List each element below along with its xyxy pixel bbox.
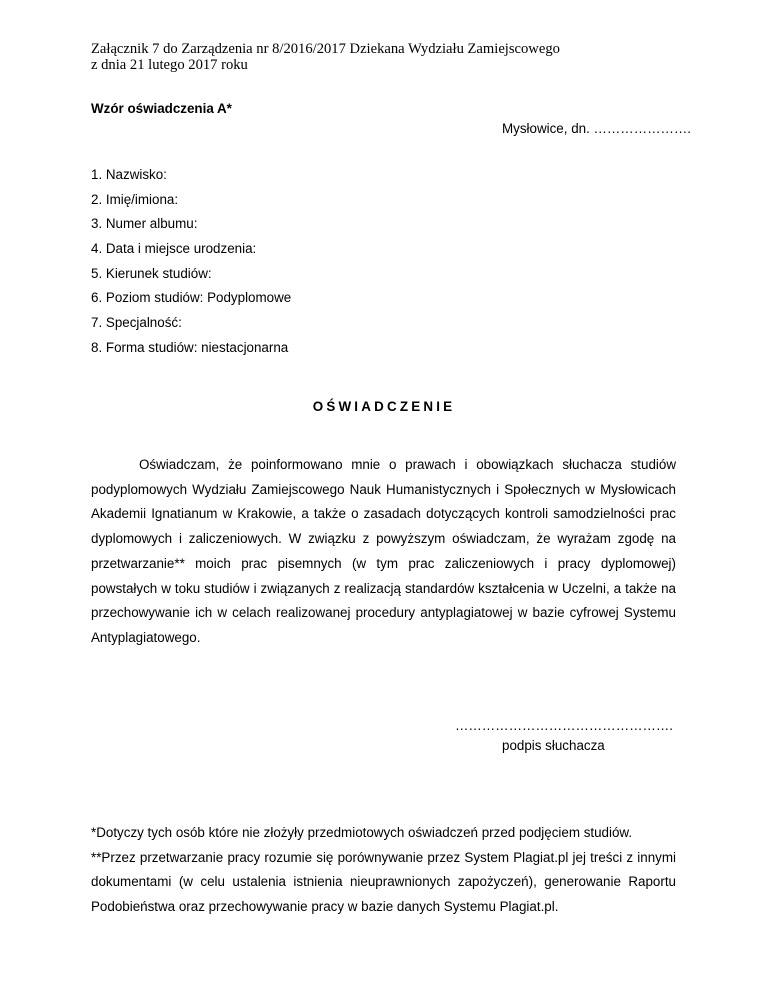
declaration-body: Oświadczam, że poinformowano mnie o prawach i obowiązkach słuchacza studiów podyplomowych Wydziału Zamiejscowego Nauk Humanistycznych i Społecznych w Mysłowicach Akademii Ignatianum w Krakowie, a także o zasadach dotyczących kontroli samodzielności prac dyplomowych i zaliczeniowych. W związku z powyższym oświadczam, że wyrażam zgodę na przetwarzanie** moich prac pisemnych (w tym prac zaliczeniowych i pracy dyplomowej) powstałych w toku studiów i związanych z realizacją standardów kształcenia w Uczelni, a także na przechowywanie ich w celach realizowanej procedury antyplagiatowej w bazie cyfrowej Systemu Antyplagiatowego. (91, 457, 676, 645)
place-date-line: Mysłowice, dn. …………………. (502, 121, 691, 136)
header-line-1: Załącznik 7 do Zarządzenia nr 8/2016/2017 Dziekana Wydziału Zamiejscowego (91, 41, 560, 57)
declaration-title: OŚWIADCZENIE (312, 399, 456, 414)
footnotes (91, 821, 676, 920)
footnote-1: *Dotyczy tych osób które nie złożyły przedmiotowych oświadczeń przed podjęciem studiów. (91, 825, 633, 840)
form-title: Wzór oświadczenia A* (91, 101, 232, 116)
field-field-of-study: 5. Kierunek studiów: (91, 265, 212, 281)
document-header (91, 41, 560, 73)
field-surname: 1. Nazwisko: (91, 167, 167, 182)
field-specialization: 7. Specjalność: (91, 315, 182, 331)
field-study-level: 6. Poziom studiów: Podyplomowe (91, 290, 292, 306)
signature-label: podpis słuchacza (502, 738, 605, 753)
footnote-2: **Przez przetwarzanie pracy rozumie się porównywanie przez System Plagiat.pl jej treści z innymi dokumentami (w celu ustalenia istnienia nieuprawnionych zapożyczeń), generowanie Raportu Podobieństwa oraz przechowywanie pracy w bazie danych Systemu Plagiat.pl. (91, 849, 676, 915)
field-study-form: 8. Forma studiów: niestacjonarna (91, 339, 289, 355)
personal-data-fields (91, 167, 291, 365)
field-first-names: 2. Imię/imiona: (91, 191, 179, 207)
field-album-number: 3. Numer albumu: (91, 216, 198, 232)
signature-line: …………………………………………. (455, 718, 673, 733)
header-line-2: z dnia 21 lutego 2017 roku (91, 57, 248, 73)
field-birth-date-place: 4. Data i miejsce urodzenia: (91, 241, 257, 257)
